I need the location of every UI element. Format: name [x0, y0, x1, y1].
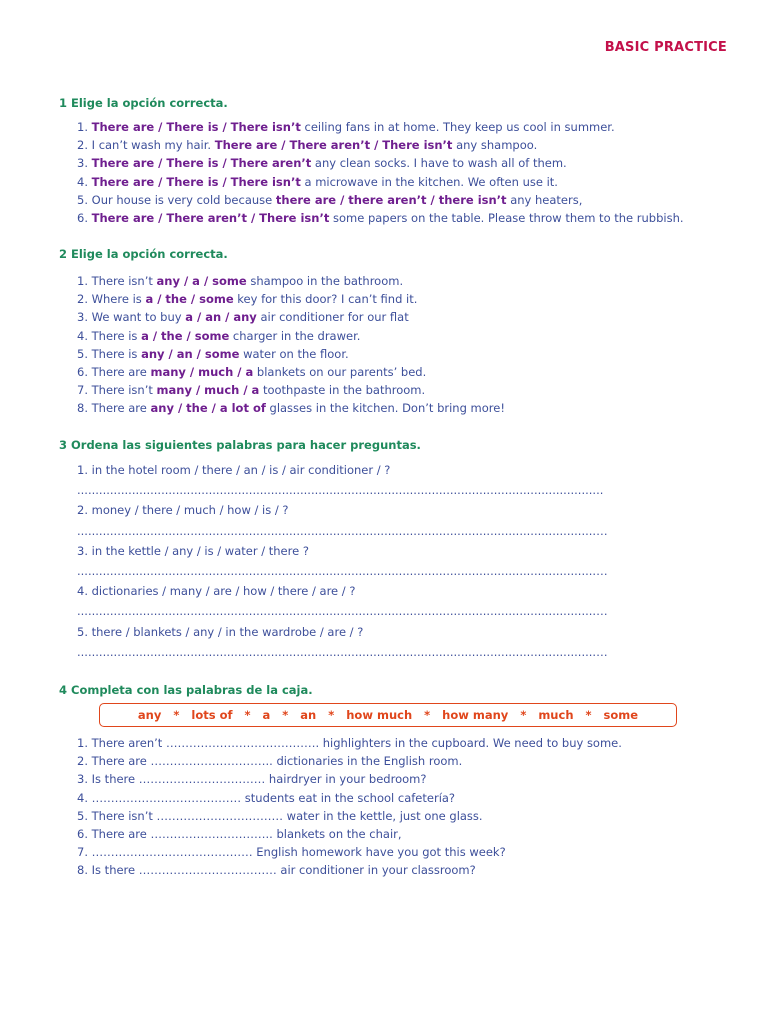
list-item: 7. …………………………………… English homework have you got this week?: [77, 845, 506, 860]
list-item: 4. There is a / the / some charger in the drawer.: [77, 328, 361, 343]
answer-line[interactable]: ..............................................................................................................................................…: [77, 564, 608, 579]
section-3-list: [77, 460, 608, 662]
blank[interactable]: …………………………………: [165, 736, 316, 750]
blank[interactable]: ……………………………: [156, 808, 284, 823]
question-words: 1. in the hotel room / there / an / is / air conditioner / ?: [77, 463, 391, 477]
word-box-item: any: [137, 708, 162, 722]
list-item: 8. There are any / the / a lot of glasses in the kitchen. Don’t bring more!: [77, 401, 505, 416]
section-2-heading: 2 Elige la opción correcta.: [59, 247, 228, 261]
section-2-list: [77, 272, 505, 418]
list-item: 2. Where is a / the / some key for this door? I can’t find it.: [77, 292, 418, 307]
blank[interactable]: ………………………………: [138, 863, 277, 878]
answer-line[interactable]: ..............................................................................................................................................…: [77, 644, 608, 659]
list-item: 1. There isn’t any / a / some shampoo in the bathroom.: [77, 274, 404, 288]
list-item: 6. There are / There aren’t / There isn’t some papers on the table. Please throw them to the rubbish.: [77, 211, 684, 226]
list-item: 3. We want to buy a / an / any air conditioner for our flat: [77, 310, 409, 325]
answer-line[interactable]: ................................................................................................................................................: [77, 483, 604, 498]
word-box-item: lots of: [191, 708, 233, 722]
section-1-list: [77, 118, 684, 227]
word-box-separator: *: [328, 708, 335, 722]
list-item: 6. There are ………………………….. blankets on the chair,: [77, 827, 402, 842]
list-item: 2. I can’t wash my hair. There are / There aren’t / There isn’t any shampoo.: [77, 138, 538, 153]
list-item: 4. There are / There is / There isn’t a microwave in the kitchen. We often use it.: [77, 174, 558, 189]
page-title: BASIC PRACTICE: [604, 40, 727, 55]
list-item: 5. There is any / an / some water on the floor.: [77, 346, 349, 361]
list-item: 3. Is there …………………………… hairdryer in your bedroom?: [77, 772, 427, 787]
word-box-separator: *: [282, 708, 289, 722]
answer-line[interactable]: ..............................................................................................................................................…: [77, 523, 608, 538]
list-item: 3. There are / There is / There aren’t any clean socks. I have to wash all of them.: [77, 156, 567, 171]
word-box: [99, 703, 677, 727]
list-item: 6. There are many / much / a blankets on our parents’ bed.: [77, 365, 427, 380]
word-box-separator: *: [244, 708, 251, 722]
section-4-heading: 4 Completa con las palabras de la caja.: [59, 683, 313, 697]
section-3-heading: 3 Ordena las siguientes palabras para hacer preguntas.: [59, 438, 421, 452]
question-words: 5. there / blankets / any / in the wardrobe / are / ?: [77, 624, 364, 639]
question-words: 3. in the kettle / any / is / water / there ?: [77, 543, 309, 558]
word-box-item: some: [603, 708, 639, 722]
list-item: 8. Is there ……………………………… air conditioner in your classroom?: [77, 863, 476, 878]
word-box-item: a: [262, 708, 271, 722]
list-item: 7. There isn’t many / much / a toothpaste in the bathroom.: [77, 383, 426, 398]
word-box-item: much: [538, 708, 574, 722]
list-item: 2. There are ………………………….. dictionaries in the English room.: [77, 754, 463, 769]
question-words: 2. money / there / much / how / is / ?: [77, 503, 289, 518]
answer-line[interactable]: ..............................................................................................................................................…: [77, 604, 608, 619]
list-item: 5. Our house is very cold because there are / there aren’t / there isn’t any heaters,: [77, 192, 583, 207]
blank[interactable]: ……………………………: [138, 772, 266, 787]
section-1-heading: 1 Elige la opción correcta.: [59, 96, 228, 110]
question-words: 4. dictionaries / many / are / how / there / are / ?: [77, 584, 356, 599]
list-item: 1. There aren’t …………………………………. highlighters in the cupboard. We need to buy some.: [77, 736, 622, 750]
word-box-item: an: [300, 708, 317, 722]
word-box-separator: *: [585, 708, 592, 722]
word-box-separator: *: [424, 708, 431, 722]
list-item: 4. ………………………………… students eat in the school cafetería?: [77, 790, 456, 805]
section-4-list: [77, 734, 622, 880]
blank[interactable]: …………………………………: [91, 790, 242, 805]
word-box-separator: *: [520, 708, 527, 722]
blank[interactable]: ……………………………………: [91, 845, 253, 860]
list-item: 1. There are / There is / There isn’t ceiling fans in at home. They keep us cool in summer.: [77, 120, 615, 134]
word-box-item: how many: [442, 708, 509, 722]
blank[interactable]: ………………………….: [150, 827, 270, 842]
list-item: 5. There isn’t …………………………… water in the kettle, just one glass.: [77, 808, 483, 823]
word-box-item: how much: [346, 708, 413, 722]
word-box-separator: *: [173, 708, 180, 722]
blank[interactable]: ………………………….: [150, 754, 270, 769]
